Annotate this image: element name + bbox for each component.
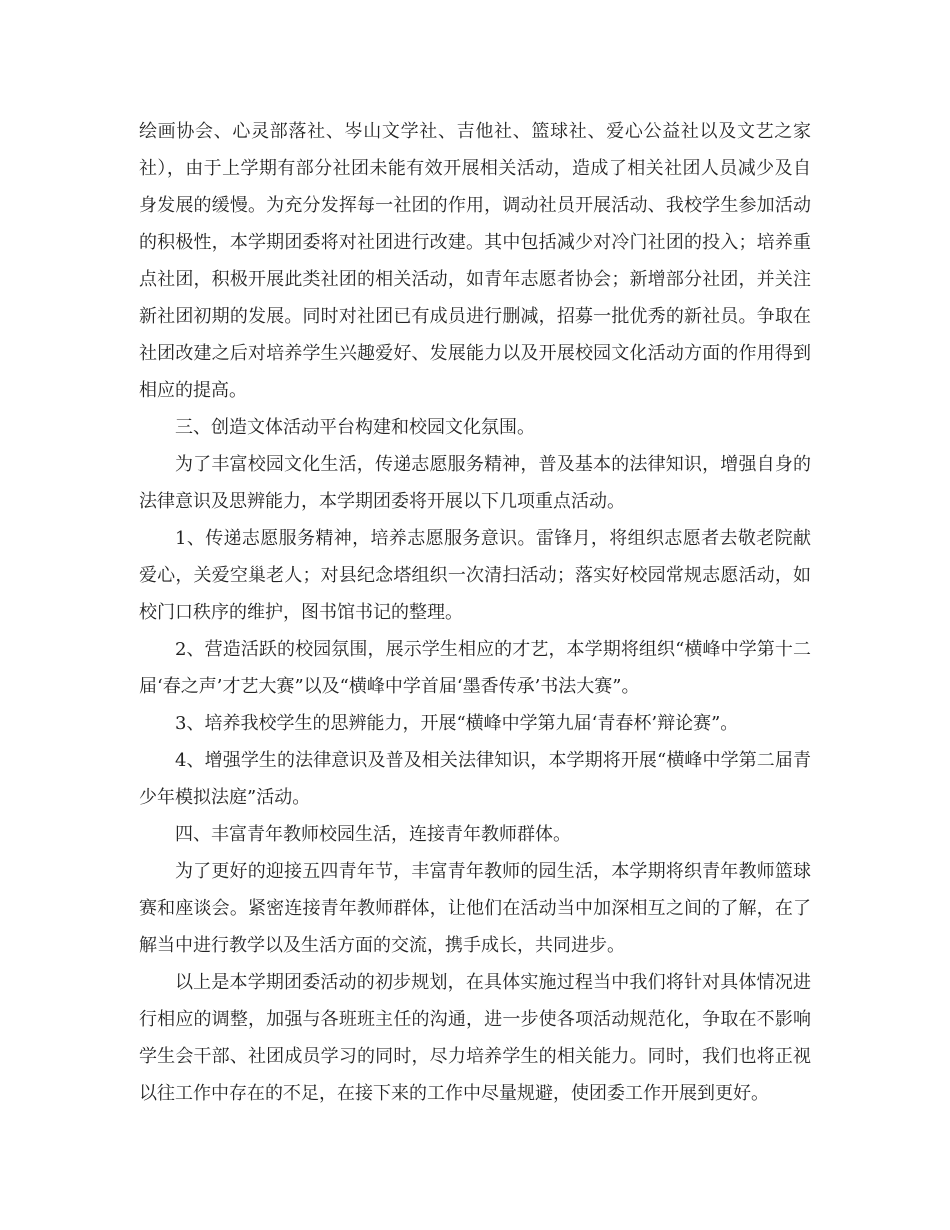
paragraph-young-teachers: 为了更好的迎接五四青年节，丰富青年教师的园生活，本学期将织青年教师篮球赛和座谈会。紧密连接青年教师群体，让他们在活动当中加深相互之间的了解，在了解当中进行教学以及生活方面的交流，携手成长，共同进步。: [139, 861, 811, 956]
list-item-mock-court: 4、增强学生的法律意识及普及相关法律知识，本学期将开展“横峰中学第二届青少年模拟法庭”活动。: [139, 750, 811, 808]
paragraph-activities-intro: 为了丰富校园文化生活，传递志愿服务精神，普及基本的法律知识，增强自身的法律意识及思辨能力，本学期团委将开展以下几项重点活动。: [139, 454, 811, 512]
heading-section-four: 四、丰富青年教师校园生活，连接青年教师群体。: [175, 824, 571, 845]
list-item-talent-contest: 2、营造活跃的校园氛围，展示学生相应的才艺，本学期将组织“横峰中学第十二届‘春之声’才艺大赛”以及“横峰中学首届‘墨香传承’书法大赛”。: [139, 639, 811, 697]
paragraph-club-reform: 绘画协会、心灵部落社、岑山文学社、吉他社、篮球社、爱心公益社以及文艺之家社），由于上学期有部分社团未能有效开展相关活动，造成了相关社团人员减少及自身发展的缓慢。为充分发挥每一社团的作用，调动社员开展活动、我校学生参加活动的积极性，本学期团委将对社团进行改建。其中包括减少对冷门社团的投入；培养重点社团，积极开展此类社团的相关活动，如青年志愿者协会；新增部分社团，并关注新社团初期的发展。同时对社团已有成员进行删减，招募一批优秀的新社员。争取在社团改建之后对培养学生兴趣爱好、发展能力以及开展校园文化活动方面的作用得到相应的提高。: [139, 121, 811, 401]
paragraph-conclusion: 以上是本学期团委活动的初步规划，在具体实施过程当中我们将针对具体情况进行相应的调整，加强与各班班主任的沟通，进一步使各项活动规范化，争取在不影响学生会干部、社团成员学习的同时，尽力培养学生的相关能力。同时，我们也将正视以往工作中存在的不足，在接下来的工作中尽量规避，使团委工作开展到更好。: [139, 972, 811, 1104]
document-body: [139, 113, 811, 1112]
list-item-volunteer: 1、传递志愿服务精神，培养志愿服务意识。雷锋月，将组织志愿者去敬老院献爱心，关爱空巢老人；对县纪念塔组织一次清扫活动；落实好校园常规志愿活动，如校门口秩序的维护，图书馆书记的整理。: [139, 528, 811, 623]
heading-section-three: 三、创造文体活动平台构建和校园文化氛围。: [175, 417, 535, 438]
list-item-debate: 3、培养我校学生的思辨能力，开展“横峰中学第九届‘青春杯’辩论赛”。: [175, 713, 739, 734]
